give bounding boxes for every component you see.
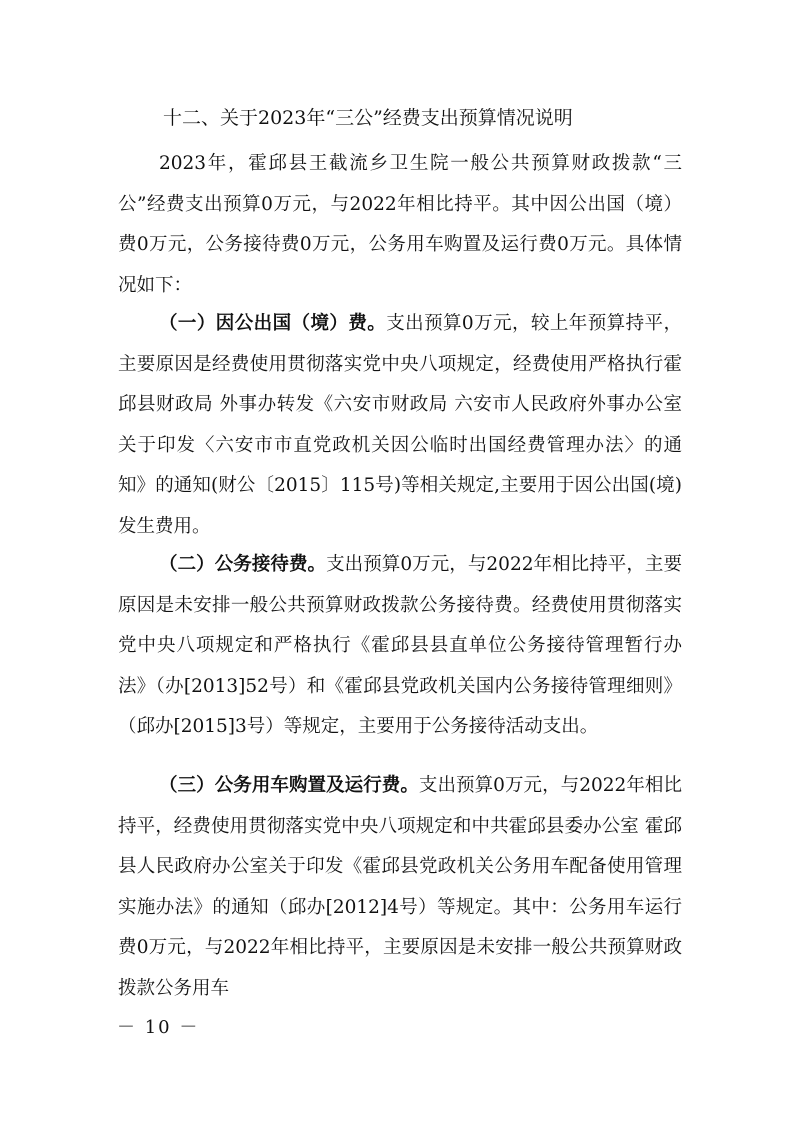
section-paragraph-overseas-travel [118, 304, 682, 547]
section-paragraph-official-vehicles [118, 766, 682, 1009]
section-heading: 十二、关于2023年“三公”经费支出预算情况说明 [163, 107, 573, 129]
section-body-overseas-travel: 支出预算0万元，较上年预算持平，主要原因是经费使用贯彻落实党中央八项规定，经费使用严格执行霍邱县财政局 外事办转发《六安市财政局 六安市人民政府外事办公室关于印发〈六安市市直党政机关因公临时出国经费管理办法〉的通知》的通知(财公〔2015〕115号)等相关规定,主要用于因公出国(境)发生费用。 [118, 313, 682, 537]
section-title-official-reception: （二）公务接待费。 [159, 554, 327, 575]
page-number: － 10 － [117, 1017, 200, 1038]
section-body-official-reception: 支出预算0万元，与2022年相比持平，主要原因是未安排一般公共预算财政拨款公务接待费。经费使用贯彻落实党中央八项规定和严格执行《霍邱县县直单位公务接待管理暂行办法》（办[2013]52号）和《霍邱县党政机关国内公务接待管理细则》（邱办[2015]3号）等规定，主要用于公务接待活动支出。 [118, 554, 682, 737]
section-paragraph-official-reception [118, 545, 682, 748]
intro-paragraph: 2023年，霍邱县王截流乡卫生院一般公共预算财政拨款“三公”经费支出预算0万元，与2022年相比持平。其中因公出国（境）费0万元，公务接待费0万元，公务用车购置及运行费0万元。具体情况如下： [118, 153, 682, 296]
section-title-overseas-travel: （一）因公出国（境）费。 [159, 313, 387, 334]
section-body-official-vehicles: 支出预算0万元，与2022年相比持平，经费使用贯彻落实党中央八项规定和中共霍邱县委办公室 霍邱县人民政府办公室关于印发《霍邱县党政机关公务用车配备使用管理实施办法》的通知（邱办[2012]4号）等规定。其中：公务用车运行费0万元，与2022年相比持平，主要原因是未安排一般公共预算财政拨款公务用车 [118, 775, 682, 999]
section-title-official-vehicles: （三）公务用车购置及运行费。 [159, 775, 419, 796]
